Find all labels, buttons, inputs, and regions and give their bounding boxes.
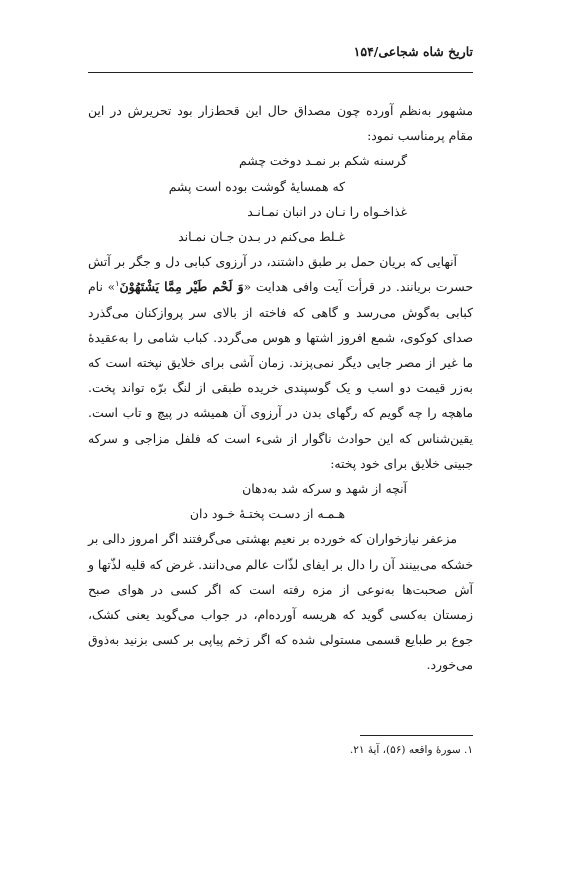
paragraph-2 bbox=[88, 249, 473, 476]
verse-1-line-b: که همسایهٔ گوشت بوده است پشم bbox=[168, 178, 345, 194]
running-header-title: تاریخ شاه شجاعی/۱۵۴ bbox=[353, 44, 473, 59]
header-rule bbox=[88, 72, 473, 73]
verse-2-line-b: هـمـه از دسـت پختـهٔ خـود دان bbox=[189, 506, 345, 522]
running-header bbox=[88, 44, 473, 70]
paragraph-2-part-1: آنهایی که بریان حمل بر طبق داشتند، در آرزوی کبابی دل و جگر بر آتش حسرت بریانند. در قرأت آیت وافی هدایت « bbox=[88, 254, 474, 295]
paragraph-2-part-2: » نام کبابی به‌گوش می‌رسد و گاهی که فاخته از بالای سر پروازکنان می‌گذرد صدای کوکوی، شمع افروز اشتها و هوس می‌گردد. کباب شامی را به‌عقیدهٔ ما غیر از مصر جایی دیگر نمی‌پزند. زمان آشی برای خلایق نپخته است که به‌زر قیمت دو اسب و یک گوسپندی خریده طبقی از لنگ برّه تواند پخت. ماهچه را چه گویم که رگهای بدن در آرزوی آن همیشه در پیچ و تاب است. یقین‌شناس که این حوادث ناگوار از شیء است که فلفل مزاجی و سرکه جبینی خلایق برای خود پخته: bbox=[88, 279, 473, 471]
verse-1-line-a: گرسنه شکم بر نمـد دوخت چشم bbox=[239, 153, 407, 169]
footnote: ۱. سورهٔ واقعه (۵۶)، آیهٔ ۲۱. bbox=[349, 744, 473, 756]
main-text bbox=[88, 98, 473, 678]
footnote-rule bbox=[360, 735, 473, 736]
quran-verse: وَ لَحْم طَیْر مِمَّا یَشْتَهُوْنَ bbox=[119, 279, 244, 295]
footnote-marker[interactable]: ۱ bbox=[115, 279, 120, 289]
verse-2-line-a: آنچه از شهد و سرکه شد به‌دهان bbox=[242, 481, 407, 497]
verse-1-line-d: غـلط می‌کنم در بـدن جـان نمـاند bbox=[178, 229, 345, 245]
paragraph-1: مشهور به‌نظم آورده چون مصداق حال این قحط‌زار بود تحریرش در این مقام پرمناسب نمود: bbox=[88, 103, 473, 144]
paragraph-3: مزعفر نیازخواران که خورده بر نعیم بهشتی می‌گرفتند اگر امروز دالی بر خشکه می‌بینند آن را دال بر ایفای لذّات عالم می‌دانند. غرض که قلیه لذّتها و آش صحبت‌ها به‌نوعی از مزه رفته است که اگر کسی در هوای صبح زمستان به‌کسی گوید که هریسه آورده‌ام، در جواب می‌گوید یعنی کشک، جوع بر طبایع قسمی مستولی شده که اگر زخم پیاپی بر کسی بزنید به‌ذوق می‌خورد. bbox=[88, 531, 473, 673]
verse-1-line-c: غذاخـواه را نـان در انبان نمـانـد bbox=[247, 203, 407, 219]
